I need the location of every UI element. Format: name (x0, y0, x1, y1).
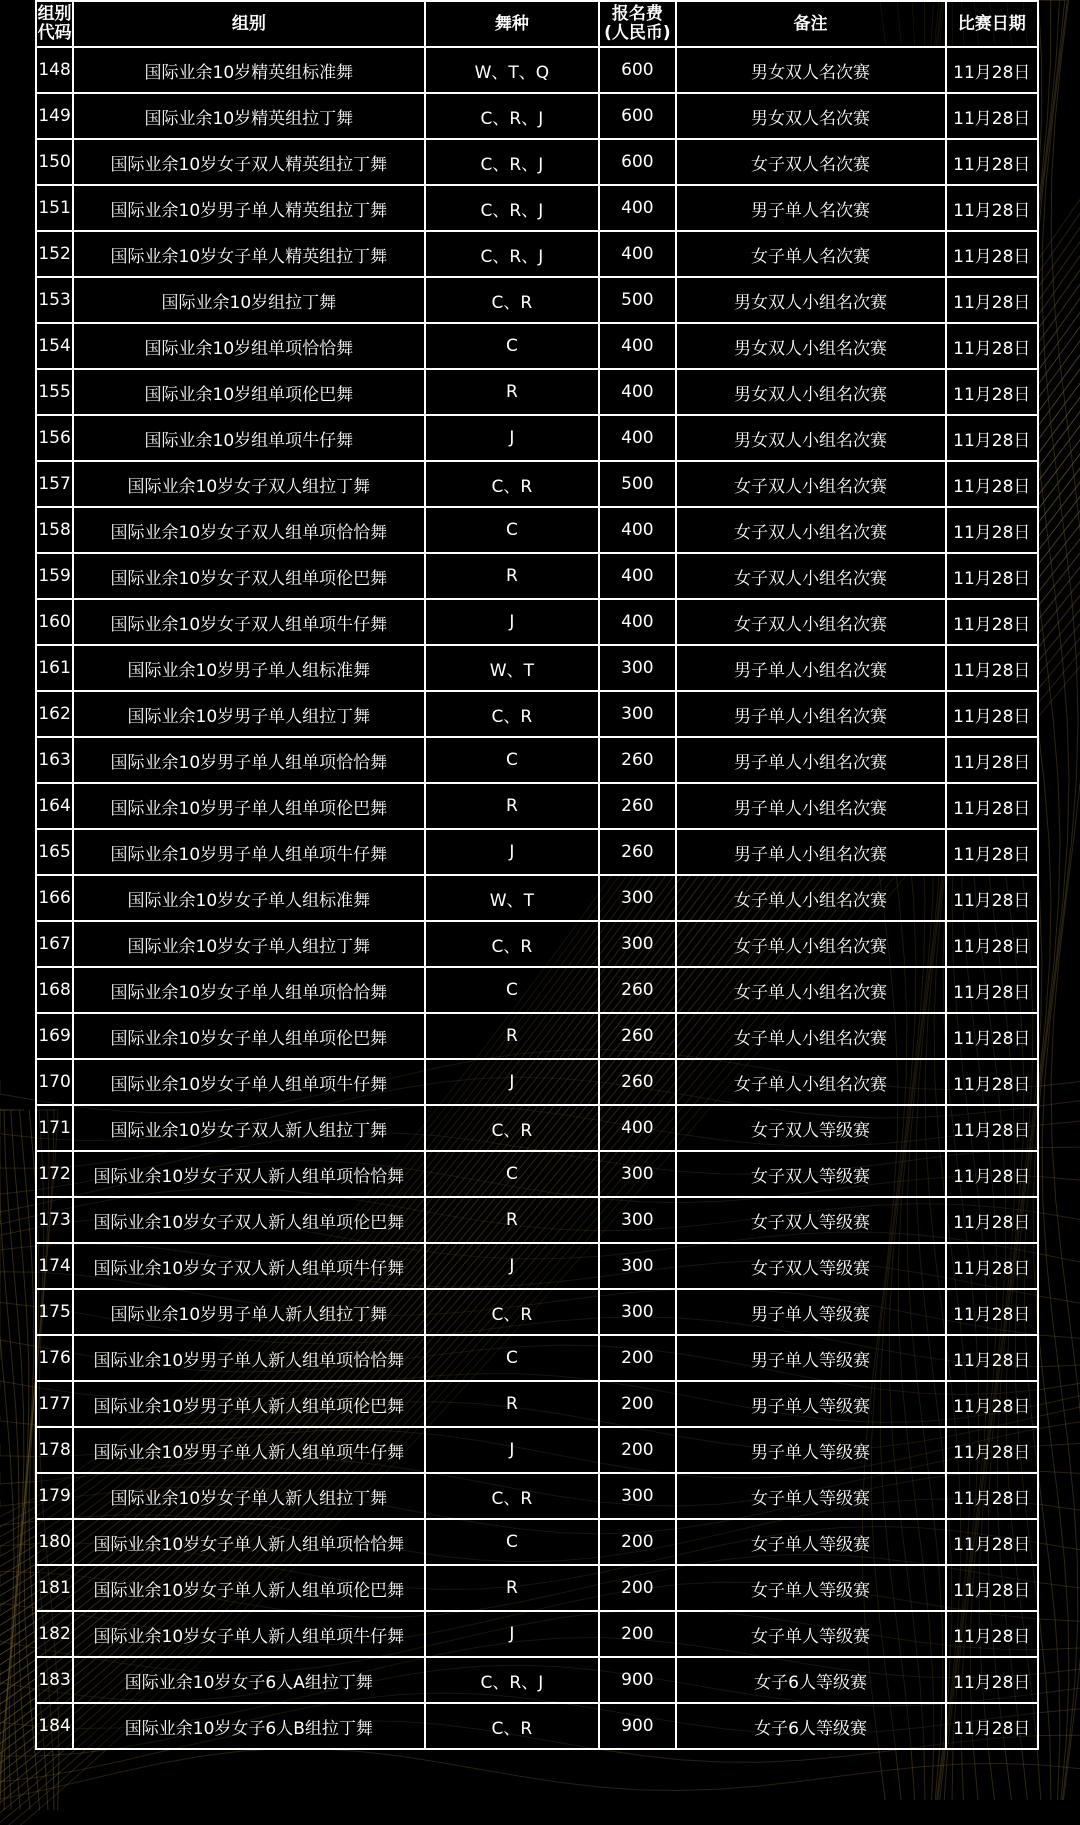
cell-dance: C、R (425, 691, 600, 737)
cell-code: 163 (36, 737, 73, 783)
cell-group: 国际业余10岁女子单人组拉丁舞 (73, 921, 424, 967)
cell-date: 11月28日 (946, 1703, 1038, 1749)
cell-fee: 400 (599, 599, 675, 645)
header-fee (599, 1, 675, 47)
cell-group: 国际业余10岁女子双人精英组拉丁舞 (73, 139, 424, 185)
cell-group: 国际业余10岁男子单人新人组单项伦巴舞 (73, 1381, 424, 1427)
cell-note: 男子单人小组名次赛 (676, 691, 946, 737)
cell-fee: 300 (599, 1289, 675, 1335)
gold-wave-line (0, 1749, 1080, 1799)
cell-note: 女子单人小组名次赛 (676, 967, 946, 1013)
cell-date: 11月28日 (946, 1473, 1038, 1519)
cell-date: 11月28日 (946, 93, 1038, 139)
cell-dance: C (425, 1335, 600, 1381)
cell-date: 11月28日 (946, 691, 1038, 737)
cell-code: 164 (36, 783, 73, 829)
cell-fee: 400 (599, 415, 675, 461)
cell-date: 11月28日 (946, 47, 1038, 93)
cell-fee: 260 (599, 829, 675, 875)
cell-dance: J (425, 415, 600, 461)
cell-date: 11月28日 (946, 599, 1038, 645)
header-code-line1: 组别 (37, 4, 72, 24)
cell-dance: C、R、J (425, 231, 600, 277)
cell-fee: 900 (599, 1657, 675, 1703)
cell-dance: C (425, 323, 600, 369)
cell-dance: J (425, 1059, 600, 1105)
cell-fee: 500 (599, 277, 675, 323)
cell-code: 151 (36, 185, 73, 231)
cell-code: 169 (36, 1013, 73, 1059)
cell-code: 154 (36, 323, 73, 369)
cell-fee: 400 (599, 231, 675, 277)
header-code-line2: 代码 (37, 23, 72, 43)
header-note: 备注 (676, 1, 946, 47)
cell-date: 11月28日 (946, 1105, 1038, 1151)
cell-note: 女子双人小组名次赛 (676, 461, 946, 507)
cell-group: 国际业余10岁男子单人新人组单项牛仔舞 (73, 1427, 424, 1473)
table-row (36, 1519, 1038, 1565)
cell-group: 国际业余10岁男子单人组单项伦巴舞 (73, 783, 424, 829)
cell-fee: 400 (599, 507, 675, 553)
cell-note: 男子单人等级赛 (676, 1289, 946, 1335)
cell-group: 国际业余10岁女子双人新人组拉丁舞 (73, 1105, 424, 1151)
cell-group: 国际业余10岁精英组标准舞 (73, 47, 424, 93)
cell-group: 国际业余10岁男子单人组单项恰恰舞 (73, 737, 424, 783)
cell-group: 国际业余10岁组拉丁舞 (73, 277, 424, 323)
cell-fee: 400 (599, 553, 675, 599)
header-fee-line2: (人民币) (604, 23, 671, 43)
cell-date: 11月28日 (946, 1335, 1038, 1381)
table-row (36, 185, 1038, 231)
cell-code: 182 (36, 1611, 73, 1657)
cell-group: 国际业余10岁女子双人新人组单项伦巴舞 (73, 1197, 424, 1243)
cell-date: 11月28日 (946, 553, 1038, 599)
table-row (36, 875, 1038, 921)
table-row (36, 1427, 1038, 1473)
cell-date: 11月28日 (946, 1611, 1038, 1657)
cell-code: 178 (36, 1427, 73, 1473)
cell-dance: C、R、J (425, 93, 600, 139)
cell-fee: 300 (599, 1197, 675, 1243)
cell-dance: C (425, 507, 600, 553)
cell-date: 11月28日 (946, 1013, 1038, 1059)
cell-note: 男子单人小组名次赛 (676, 645, 946, 691)
cell-note: 女子双人名次赛 (676, 139, 946, 185)
cell-code: 176 (36, 1335, 73, 1381)
cell-code: 180 (36, 1519, 73, 1565)
cell-date: 11月28日 (946, 1565, 1038, 1611)
table-row (36, 1381, 1038, 1427)
cell-date: 11月28日 (946, 415, 1038, 461)
table-row (36, 1013, 1038, 1059)
cell-code: 166 (36, 875, 73, 921)
table-row (36, 967, 1038, 1013)
registration-table-container (35, 0, 1039, 1750)
cell-dance: R (425, 553, 600, 599)
table-row (36, 231, 1038, 277)
cell-group: 国际业余10岁组单项牛仔舞 (73, 415, 424, 461)
cell-dance: C、R (425, 1703, 600, 1749)
cell-group: 国际业余10岁男子单人组拉丁舞 (73, 691, 424, 737)
cell-date: 11月28日 (946, 829, 1038, 875)
cell-date: 11月28日 (946, 369, 1038, 415)
cell-dance: R (425, 1381, 600, 1427)
cell-date: 11月28日 (946, 139, 1038, 185)
cell-note: 男子单人名次赛 (676, 185, 946, 231)
cell-fee: 300 (599, 1243, 675, 1289)
table-row (36, 507, 1038, 553)
cell-code: 162 (36, 691, 73, 737)
cell-group: 国际业余10岁男子单人新人组单项恰恰舞 (73, 1335, 424, 1381)
cell-group: 国际业余10岁女子单人新人组单项伦巴舞 (73, 1565, 424, 1611)
cell-code: 149 (36, 93, 73, 139)
cell-fee: 300 (599, 875, 675, 921)
table-row (36, 1105, 1038, 1151)
table-row (36, 277, 1038, 323)
table-row (36, 691, 1038, 737)
cell-group: 国际业余10岁男子单人组标准舞 (73, 645, 424, 691)
table-row (36, 1197, 1038, 1243)
cell-dance: J (425, 829, 600, 875)
cell-group: 国际业余10岁精英组拉丁舞 (73, 93, 424, 139)
header-dance: 舞种 (425, 1, 600, 47)
cell-fee: 900 (599, 1703, 675, 1749)
cell-dance: C、R、J (425, 185, 600, 231)
cell-date: 11月28日 (946, 783, 1038, 829)
table-row (36, 783, 1038, 829)
cell-note: 男女双人小组名次赛 (676, 369, 946, 415)
cell-note: 女子双人小组名次赛 (676, 599, 946, 645)
cell-fee: 300 (599, 1473, 675, 1519)
cell-fee: 200 (599, 1565, 675, 1611)
cell-note: 男子单人小组名次赛 (676, 737, 946, 783)
cell-note: 女子双人小组名次赛 (676, 553, 946, 599)
cell-group: 国际业余10岁组单项恰恰舞 (73, 323, 424, 369)
cell-date: 11月28日 (946, 507, 1038, 553)
header-date: 比赛日期 (946, 1, 1038, 47)
cell-code: 152 (36, 231, 73, 277)
cell-date: 11月28日 (946, 1427, 1038, 1473)
cell-code: 181 (36, 1565, 73, 1611)
table-row (36, 1703, 1038, 1749)
cell-dance: C、R (425, 1473, 600, 1519)
cell-code: 177 (36, 1381, 73, 1427)
cell-dance: R (425, 1565, 600, 1611)
cell-date: 11月28日 (946, 323, 1038, 369)
cell-date: 11月28日 (946, 277, 1038, 323)
cell-code: 161 (36, 645, 73, 691)
table-row (36, 461, 1038, 507)
cell-fee: 260 (599, 1013, 675, 1059)
cell-note: 女子单人小组名次赛 (676, 875, 946, 921)
cell-fee: 200 (599, 1381, 675, 1427)
cell-code: 148 (36, 47, 73, 93)
cell-dance: C、R、J (425, 1657, 600, 1703)
cell-code: 150 (36, 139, 73, 185)
cell-date: 11月28日 (946, 921, 1038, 967)
cell-note: 女子双人等级赛 (676, 1105, 946, 1151)
table-row (36, 323, 1038, 369)
table-row (36, 645, 1038, 691)
cell-fee: 300 (599, 691, 675, 737)
registration-table (35, 0, 1039, 1750)
table-row (36, 1565, 1038, 1611)
cell-note: 男子单人小组名次赛 (676, 783, 946, 829)
table-row (36, 369, 1038, 415)
cell-date: 11月28日 (946, 231, 1038, 277)
cell-fee: 400 (599, 185, 675, 231)
cell-group: 国际业余10岁女子双人新人组单项牛仔舞 (73, 1243, 424, 1289)
cell-date: 11月28日 (946, 1657, 1038, 1703)
cell-note: 男女双人小组名次赛 (676, 323, 946, 369)
cell-fee: 300 (599, 645, 675, 691)
table-row (36, 737, 1038, 783)
cell-code: 153 (36, 277, 73, 323)
cell-note: 女子双人小组名次赛 (676, 507, 946, 553)
cell-fee: 200 (599, 1611, 675, 1657)
cell-date: 11月28日 (946, 737, 1038, 783)
cell-date: 11月28日 (946, 875, 1038, 921)
cell-note: 男女双人名次赛 (676, 47, 946, 93)
table-row (36, 1289, 1038, 1335)
cell-dance: C、R (425, 461, 600, 507)
cell-note: 女子单人小组名次赛 (676, 1059, 946, 1105)
cell-dance: C (425, 737, 600, 783)
cell-dance: C、R (425, 1289, 600, 1335)
cell-date: 11月28日 (946, 1243, 1038, 1289)
table-row (36, 1335, 1038, 1381)
cell-note: 女子6人等级赛 (676, 1703, 946, 1749)
cell-note: 女子单人小组名次赛 (676, 921, 946, 967)
cell-date: 11月28日 (946, 185, 1038, 231)
cell-dance: R (425, 369, 600, 415)
cell-dance: R (425, 783, 600, 829)
cell-dance: W、T (425, 645, 600, 691)
header-fee-line1: 报名费 (611, 4, 663, 24)
cell-fee: 600 (599, 47, 675, 93)
cell-note: 女子双人等级赛 (676, 1151, 946, 1197)
cell-group: 国际业余10岁女子双人组单项牛仔舞 (73, 599, 424, 645)
cell-fee: 400 (599, 1105, 675, 1151)
cell-code: 159 (36, 553, 73, 599)
cell-code: 168 (36, 967, 73, 1013)
cell-group: 国际业余10岁女子双人新人组单项恰恰舞 (73, 1151, 424, 1197)
cell-note: 女子单人等级赛 (676, 1473, 946, 1519)
cell-date: 11月28日 (946, 645, 1038, 691)
cell-code: 174 (36, 1243, 73, 1289)
cell-code: 167 (36, 921, 73, 967)
cell-fee: 200 (599, 1427, 675, 1473)
cell-note: 男子单人小组名次赛 (676, 829, 946, 875)
cell-date: 11月28日 (946, 1151, 1038, 1197)
cell-date: 11月28日 (946, 1289, 1038, 1335)
cell-code: 157 (36, 461, 73, 507)
cell-group: 国际业余10岁女子双人组单项伦巴舞 (73, 553, 424, 599)
table-row (36, 1657, 1038, 1703)
cell-dance: C (425, 1151, 600, 1197)
cell-code: 156 (36, 415, 73, 461)
cell-fee: 600 (599, 139, 675, 185)
cell-note: 女子6人等级赛 (676, 1657, 946, 1703)
cell-dance: C (425, 1519, 600, 1565)
cell-group: 国际业余10岁组单项伦巴舞 (73, 369, 424, 415)
cell-date: 11月28日 (946, 1059, 1038, 1105)
table-row (36, 139, 1038, 185)
cell-group: 国际业余10岁女子双人组拉丁舞 (73, 461, 424, 507)
table-header (36, 1, 1038, 47)
header-row (36, 1, 1038, 47)
cell-note: 女子单人等级赛 (676, 1519, 946, 1565)
cell-group: 国际业余10岁女子6人B组拉丁舞 (73, 1703, 424, 1749)
table-row (36, 553, 1038, 599)
cell-dance: J (425, 1611, 600, 1657)
cell-note: 女子单人小组名次赛 (676, 1013, 946, 1059)
cell-code: 179 (36, 1473, 73, 1519)
cell-dance: R (425, 1197, 600, 1243)
header-group: 组别 (73, 1, 424, 47)
cell-group: 国际业余10岁女子单人组单项牛仔舞 (73, 1059, 424, 1105)
cell-dance: C、R (425, 1105, 600, 1151)
cell-group: 国际业余10岁女子单人组标准舞 (73, 875, 424, 921)
cell-code: 184 (36, 1703, 73, 1749)
cell-fee: 260 (599, 967, 675, 1013)
cell-dance: W、T、Q (425, 47, 600, 93)
cell-group: 国际业余10岁女子单人新人组单项牛仔舞 (73, 1611, 424, 1657)
cell-code: 155 (36, 369, 73, 415)
cell-dance: J (425, 1243, 600, 1289)
cell-note: 男子单人等级赛 (676, 1427, 946, 1473)
cell-group: 国际业余10岁女子单人组单项恰恰舞 (73, 967, 424, 1013)
cell-fee: 500 (599, 461, 675, 507)
cell-dance: J (425, 1427, 600, 1473)
cell-fee: 200 (599, 1335, 675, 1381)
cell-date: 11月28日 (946, 461, 1038, 507)
cell-code: 170 (36, 1059, 73, 1105)
cell-date: 11月28日 (946, 1519, 1038, 1565)
cell-group: 国际业余10岁女子单人新人组拉丁舞 (73, 1473, 424, 1519)
table-row (36, 47, 1038, 93)
table-row (36, 1473, 1038, 1519)
cell-dance: C、R、J (425, 139, 600, 185)
cell-note: 女子单人名次赛 (676, 231, 946, 277)
cell-code: 175 (36, 1289, 73, 1335)
cell-code: 173 (36, 1197, 73, 1243)
cell-code: 158 (36, 507, 73, 553)
cell-dance: R (425, 1013, 600, 1059)
table-row (36, 1243, 1038, 1289)
table-row (36, 921, 1038, 967)
cell-note: 男子单人等级赛 (676, 1335, 946, 1381)
cell-code: 165 (36, 829, 73, 875)
table-row (36, 1151, 1038, 1197)
cell-group: 国际业余10岁女子双人组单项恰恰舞 (73, 507, 424, 553)
cell-fee: 300 (599, 1151, 675, 1197)
cell-code: 183 (36, 1657, 73, 1703)
cell-note: 男子单人等级赛 (676, 1381, 946, 1427)
cell-note: 男女双人名次赛 (676, 93, 946, 139)
cell-note: 男女双人小组名次赛 (676, 277, 946, 323)
cell-code: 171 (36, 1105, 73, 1151)
cell-note: 女子双人等级赛 (676, 1197, 946, 1243)
cell-fee: 260 (599, 1059, 675, 1105)
cell-dance: C、R (425, 277, 600, 323)
table-row (36, 93, 1038, 139)
cell-date: 11月28日 (946, 1197, 1038, 1243)
cell-dance: W、T (425, 875, 600, 921)
cell-group: 国际业余10岁男子单人新人组拉丁舞 (73, 1289, 424, 1335)
cell-group: 国际业余10岁女子单人精英组拉丁舞 (73, 231, 424, 277)
table-row (36, 829, 1038, 875)
cell-note: 男女双人小组名次赛 (676, 415, 946, 461)
cell-note: 女子单人等级赛 (676, 1565, 946, 1611)
cell-code: 160 (36, 599, 73, 645)
cell-note: 女子单人等级赛 (676, 1611, 946, 1657)
cell-group: 国际业余10岁女子6人A组拉丁舞 (73, 1657, 424, 1703)
cell-dance: C (425, 967, 600, 1013)
cell-note: 女子双人等级赛 (676, 1243, 946, 1289)
cell-fee: 400 (599, 323, 675, 369)
cell-group: 国际业余10岁女子单人新人组单项恰恰舞 (73, 1519, 424, 1565)
cell-group: 国际业余10岁男子单人组单项牛仔舞 (73, 829, 424, 875)
cell-fee: 300 (599, 921, 675, 967)
cell-code: 172 (36, 1151, 73, 1197)
header-code (36, 1, 73, 47)
cell-fee: 200 (599, 1519, 675, 1565)
cell-fee: 600 (599, 93, 675, 139)
cell-date: 11月28日 (946, 967, 1038, 1013)
table-body (36, 47, 1038, 1749)
cell-dance: J (425, 599, 600, 645)
table-row (36, 599, 1038, 645)
cell-dance: C、R (425, 921, 600, 967)
cell-fee: 260 (599, 783, 675, 829)
cell-fee: 260 (599, 737, 675, 783)
cell-group: 国际业余10岁女子单人组单项伦巴舞 (73, 1013, 424, 1059)
table-row (36, 1059, 1038, 1105)
cell-group: 国际业余10岁男子单人精英组拉丁舞 (73, 185, 424, 231)
cell-date: 11月28日 (946, 1381, 1038, 1427)
table-row (36, 1611, 1038, 1657)
cell-fee: 400 (599, 369, 675, 415)
table-row (36, 415, 1038, 461)
